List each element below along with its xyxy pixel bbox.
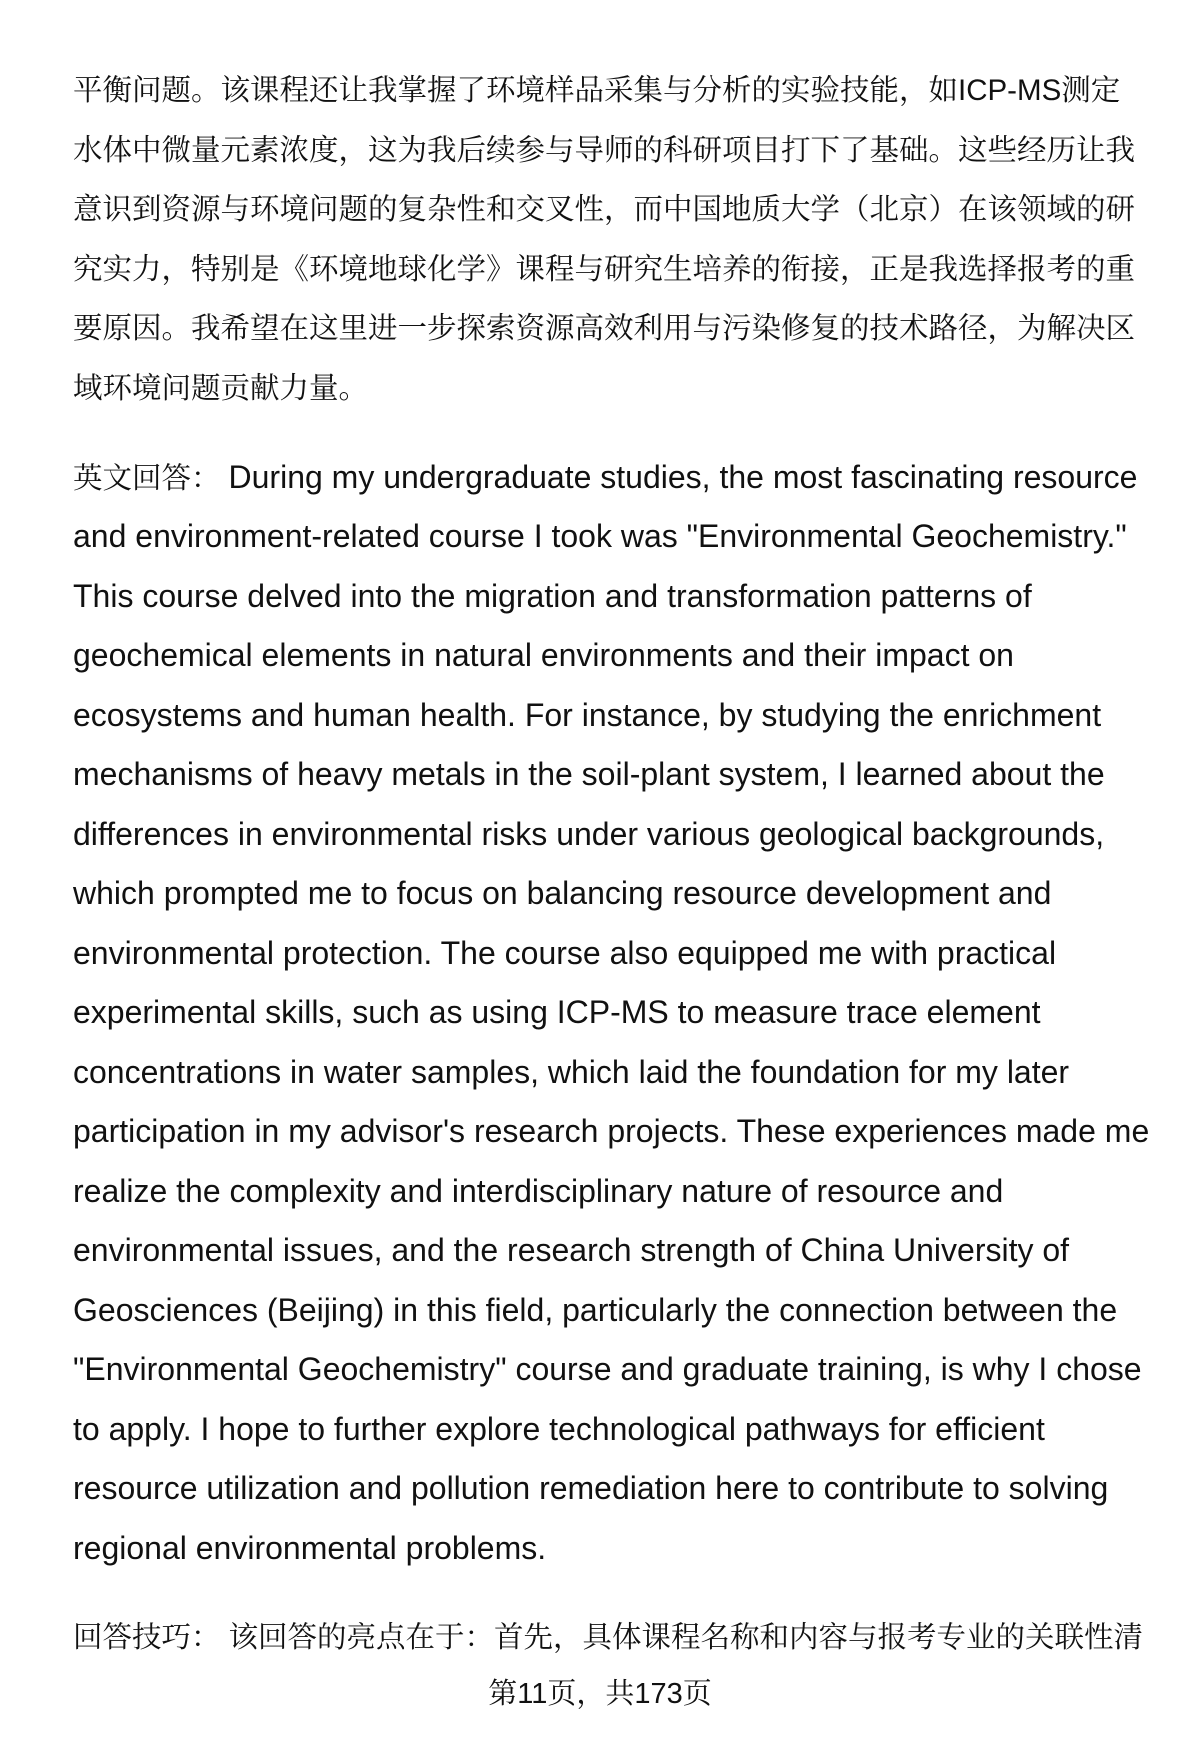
english-line-6: mechanisms of heavy metals in the soil-plant system, I learned about the: [73, 756, 1105, 792]
english-line-11: concentrations in water samples, which laid the foundation for my later: [73, 1053, 1070, 1090]
english-line-16: "Environmental Geochemistry" course and graduate training, is why I chose: [73, 1351, 1142, 1387]
chinese-line-5: 要原因。我希望在这里进一步探索资源高效利用与污染修复的技术路径，为解决区: [73, 312, 1136, 345]
chinese-line-2: 水体中微量元素浓度，这为我后续参与导师的科研项目打下了基础。这些经历让我: [73, 133, 1136, 167]
answer-tips-label: 回答技巧：: [73, 1620, 221, 1654]
english-line-3: This course delved into the migration and transformation patterns of: [73, 577, 1032, 614]
english-line-19: regional environmental problems.: [73, 1529, 547, 1566]
chinese-line-3: 意识到资源与环境问题的复杂性和交叉性，而中国地质大学（北京）在该领域的研: [73, 193, 1136, 226]
page-content: [73, 61, 1163, 1697]
chinese-line-4: 究实力，特别是《环境地球化学》课程与研究生培养的衔接，正是我选择报考的重: [73, 252, 1136, 286]
english-line-13: realize the complexity and interdisciplinary nature of resource and: [73, 1172, 1004, 1209]
english-line-1: [73, 448, 1163, 508]
english-line-14: environmental issues, and the research strength of China University of: [73, 1232, 1070, 1268]
answer-tips-paragraph: [73, 1608, 1163, 1668]
answer-tips-line-1: [73, 1608, 1163, 1668]
page-number-footer: 第11页，共173页: [488, 1678, 712, 1710]
answer-tips-text: 该回答的亮点在于：首先，具体课程名称和内容与报考专业的关联性清: [228, 1620, 1144, 1654]
english-line-15: Geosciences (Beijing) in this field, particularly the connection between the: [73, 1291, 1118, 1328]
english-line-10: experimental skills, such as using ICP-MS to measure trace element: [73, 994, 1041, 1030]
english-line-12: participation in my advisor's research projects. These experiences made me: [73, 1113, 1150, 1149]
english-line-5: ecosystems and human health. For instance, by studying the enrichment: [73, 696, 1102, 733]
english-answer-label: 英文回答：: [73, 461, 221, 495]
english-line-18: resource utilization and pollution remediation here to contribute to solving: [73, 1470, 1109, 1506]
english-line-4: geochemical elements in natural environments and their impact on: [73, 637, 1014, 673]
english-answer-paragraph: [73, 448, 1163, 1579]
english-line-2: and environment-related course I took was "Environmental Geochemistry.": [73, 518, 1127, 554]
chinese-line-6: 域环境问题贡献力量。: [73, 371, 369, 405]
english-line-7: differences in environmental risks under various geological backgrounds,: [73, 815, 1105, 852]
english-line-17: to apply. I hope to further explore technological pathways for efficient: [73, 1410, 1045, 1447]
english-line-9: environmental protection. The course also equipped me with practical: [73, 934, 1057, 971]
chinese-line-1: 平衡问题。该课程还让我掌握了环境样品采集与分析的实验技能，如ICP-MS测定: [73, 74, 1121, 107]
english-line-1-text: During my undergraduate studies, the most fascinating resource: [228, 458, 1138, 495]
english-line-8: which prompted me to focus on balancing resource development and: [73, 875, 1052, 911]
chinese-answer-paragraph: [73, 61, 1163, 418]
